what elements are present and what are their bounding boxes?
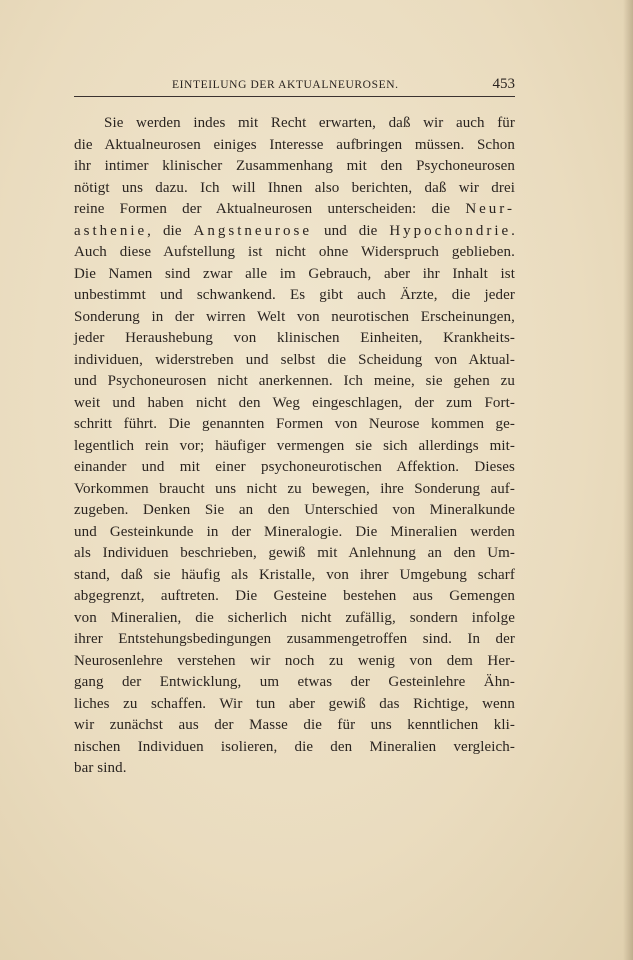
text-line: unbestimmt und schwankend. Es gibt auch Ärzte, die jeder xyxy=(74,287,515,303)
text-line: nötigt uns dazu. Ich will Ihnen also berichten, daß wir drei xyxy=(74,179,515,196)
text-line: die Aktualneurosen einiges Interesse aufbringen müssen. Schon xyxy=(74,136,515,153)
running-title: EINTEILUNG DER AKTUALNEUROSEN. xyxy=(172,79,399,91)
text-line: gang der Entwicklung, um etwas der Gesteinlehre Ähn- xyxy=(74,674,515,690)
text-segment: , die xyxy=(147,222,194,239)
page-edge-shadow xyxy=(623,0,633,960)
spaced-term-angstneurose: Angstneurose xyxy=(193,222,313,239)
text-line: von Mineralien, die sicherlich nicht zufällig, sondern infolge xyxy=(74,609,515,626)
text-line: wir zunächst aus der Masse die für uns kenntlichen kli- xyxy=(74,717,515,733)
text-line: Sie werden indes mit Recht erwarten, daß wir auch für xyxy=(104,115,515,131)
text-line: abgegrenzt, auftreten. Die Gesteine bestehen aus Gemengen xyxy=(74,588,515,604)
page-header xyxy=(74,74,515,97)
text-line: ihr intimer klinischer Zusammenhang mit den Psychoneurosen xyxy=(74,158,515,174)
text-segment: und die xyxy=(312,222,390,239)
text-line: weit und haben nicht den Weg eingeschlagen, der zum Fort- xyxy=(74,394,515,411)
text-line xyxy=(74,221,515,243)
text-line: und Psychoneurosen nicht anerkennen. Ich meine, sie gehen zu xyxy=(74,373,515,389)
text-line: individuen, widerstreben und selbst die Scheidung von Aktual- xyxy=(74,351,515,368)
text-segment: reine Formen der Aktualneurosen unterscheiden: die xyxy=(74,201,466,217)
text-line: Die Namen sind zwar alle im Gebrauch, aber ihr Inhalt ist xyxy=(74,265,515,282)
spaced-term-neurasthenie: asthenie xyxy=(74,222,148,239)
text-line: legentlich rein vor; häufiger vermengen sie sich allerdings mit- xyxy=(74,437,515,454)
body-paragraph xyxy=(74,113,515,780)
text-segment: . xyxy=(511,222,515,239)
text-line: schritt führt. Die genannten Formen von Neurose kommen ge- xyxy=(74,416,515,432)
text-line: Neurosenlehre verstehen wir noch zu wenig von dem Her- xyxy=(74,652,515,669)
text-line: bar sind. xyxy=(74,760,127,776)
spaced-term-neurasthenie: Neur- xyxy=(465,201,515,217)
text-line: Sonderung in der wirren Welt von neurotischen Erscheinungen, xyxy=(74,308,515,325)
text-line: stand, daß sie häufig als Kristalle, von ihrer Umgebung scharf xyxy=(74,566,515,583)
text-line: Vorkommen braucht uns nicht zu bewegen, ihre Sonderung auf- xyxy=(74,480,515,497)
spaced-term-hypochondrie: Hypochondrie xyxy=(389,222,512,239)
text-line: zugeben. Denken Sie an den Unterschied von Mineralkunde xyxy=(74,502,515,518)
text-line: nischen Individuen isolieren, die den Mineralien vergleich- xyxy=(74,738,515,755)
text-line: einander und mit einer psychoneurotischen Affektion. Dieses xyxy=(74,459,515,475)
text-line xyxy=(74,199,515,221)
text-line: ihrer Entstehungsbedingungen zusammengetroffen sind. In der xyxy=(74,631,515,647)
text-line: jeder Heraushebung von klinischen Einheiten, Krankheits- xyxy=(74,330,515,346)
text-line: Auch diese Aufstellung ist nicht ohne Widerspruch geblieben. xyxy=(74,244,515,260)
text-line: und Gesteinkunde in der Mineralogie. Die Mineralien werden xyxy=(74,523,515,540)
page-number: 453 xyxy=(492,76,515,92)
text-line: liches zu schaffen. Wir tun aber gewiß das Richtige, wenn xyxy=(74,695,515,712)
text-line: als Individuen beschrieben, gewiß mit Anlehnung an den Um- xyxy=(74,545,515,561)
